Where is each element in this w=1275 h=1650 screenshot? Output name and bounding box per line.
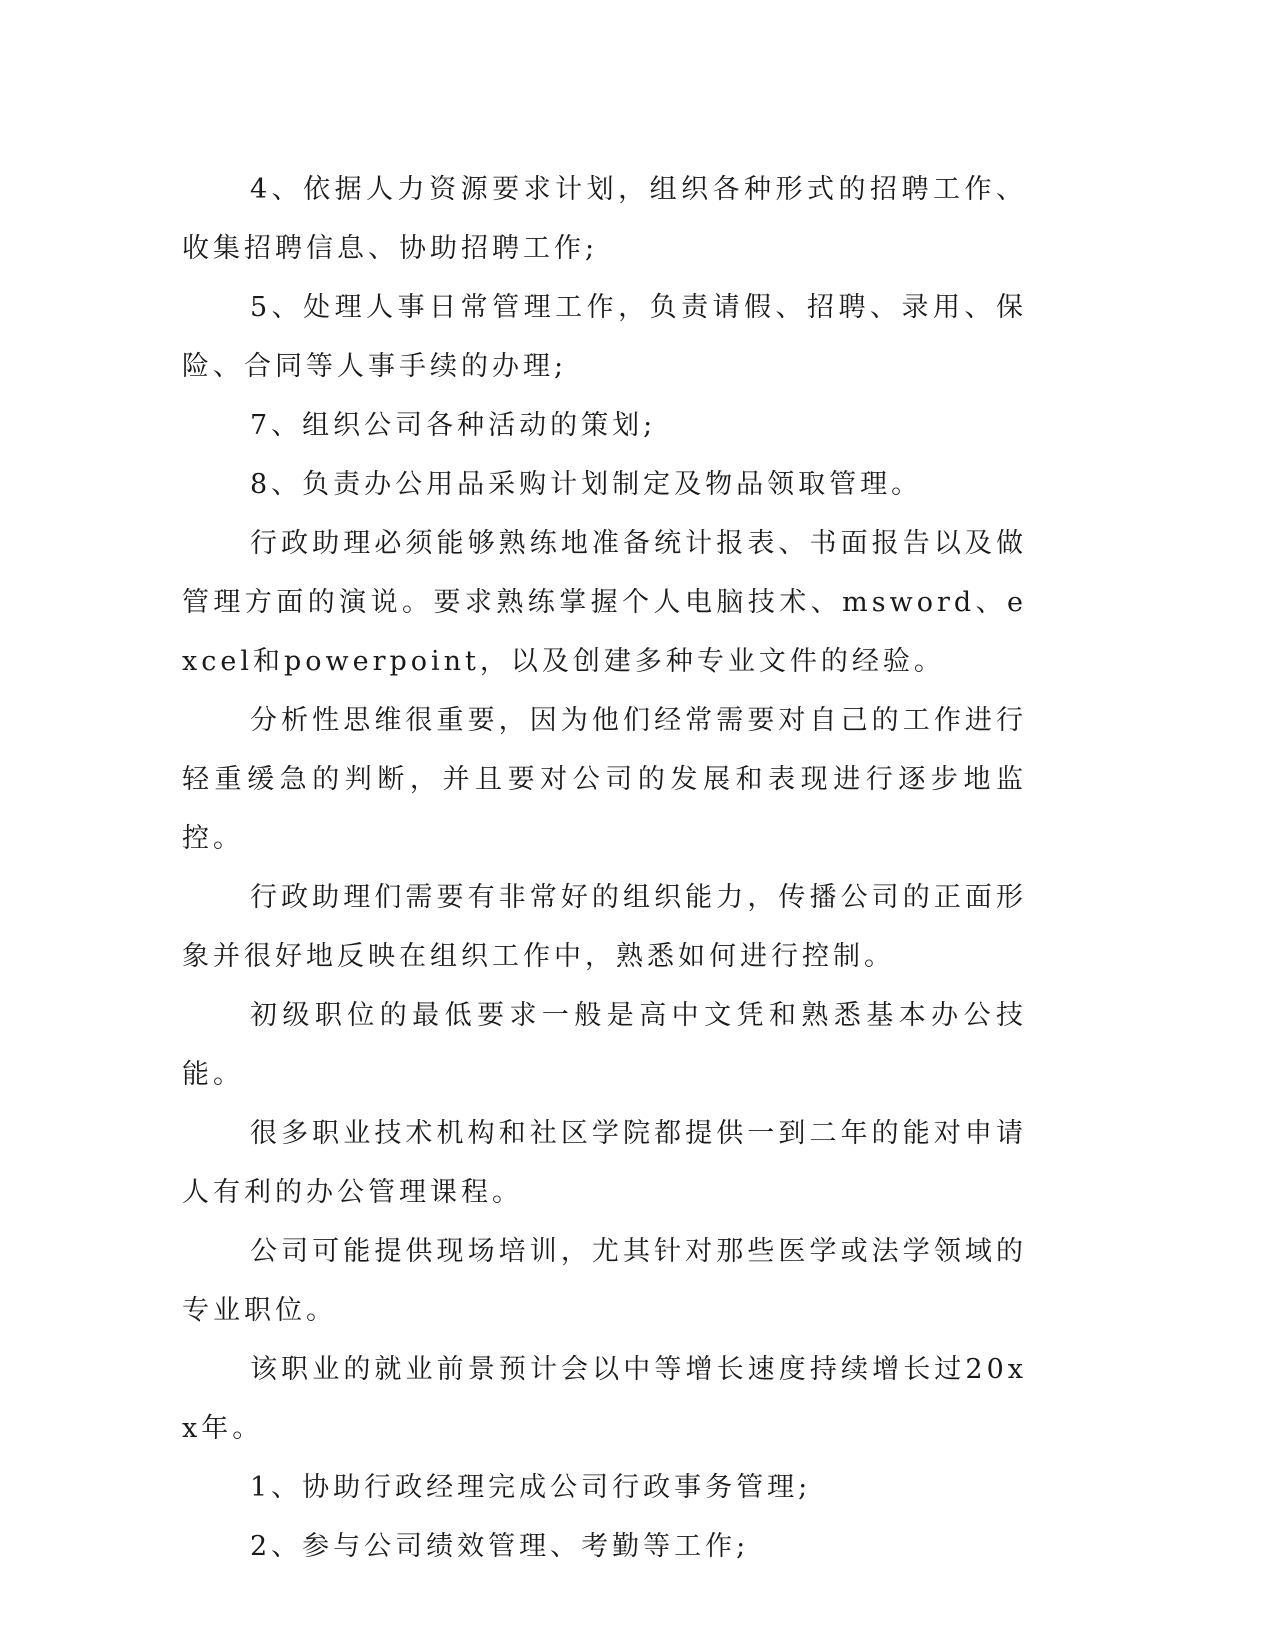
paragraph-recruitment: 4、依据人力资源要求计划，组织各种形式的招聘工作、收集招聘信息、协助招聘工作; xyxy=(182,174,1027,264)
paragraph-duty-1: 1、协助行政经理完成公司行政事务管理; xyxy=(250,1472,812,1503)
paragraph-training: 公司可能提供现场培训，尤其针对那些医学或法学领域的专业职位。 xyxy=(182,1236,1027,1326)
paragraph-activity-planning: 7、组织公司各种活动的策划; xyxy=(250,410,657,441)
paragraph-duty-2: 2、参与公司绩效管理、考勤等工作; xyxy=(250,1531,750,1562)
paragraph-skills: 行政助理必须能够熟练地准备统计报表、书面报告以及做管理方面的演说。要求熟练掌握个人电脑技术、msword、excel和powerpoint，以及创建多种专业文件的经验。 xyxy=(182,528,1027,677)
paragraph-courses: 很多职业技术机构和社区学院都提供一到二年的能对申请人有利的办公管理课程。 xyxy=(182,1118,1027,1208)
paragraph-outlook: 该职业的就业前景预计会以中等增长速度持续增长过20xx年。 xyxy=(182,1354,1027,1444)
paragraph-analytical-thinking: 分析性思维很重要，因为他们经常需要对自己的工作进行轻重缓急的判断，并且要对公司的发展和表现进行逐步地监控。 xyxy=(182,705,1027,854)
paragraph-office-supplies: 8、负责办公用品采购计划制定及物品领取管理。 xyxy=(250,469,923,500)
paragraph-personnel-admin: 5、处理人事日常管理工作，负责请假、招聘、录用、保险、合同等人事手续的办理; xyxy=(182,292,1027,382)
paragraph-entry-requirements: 初级职位的最低要求一般是高中文凭和熟悉基本办公技能。 xyxy=(182,1000,1027,1090)
paragraph-organization: 行政助理们需要有非常好的组织能力，传播公司的正面形象并很好地反映在组织工作中，熟悉如何进行控制。 xyxy=(182,882,1027,972)
document-body xyxy=(182,160,1027,1576)
